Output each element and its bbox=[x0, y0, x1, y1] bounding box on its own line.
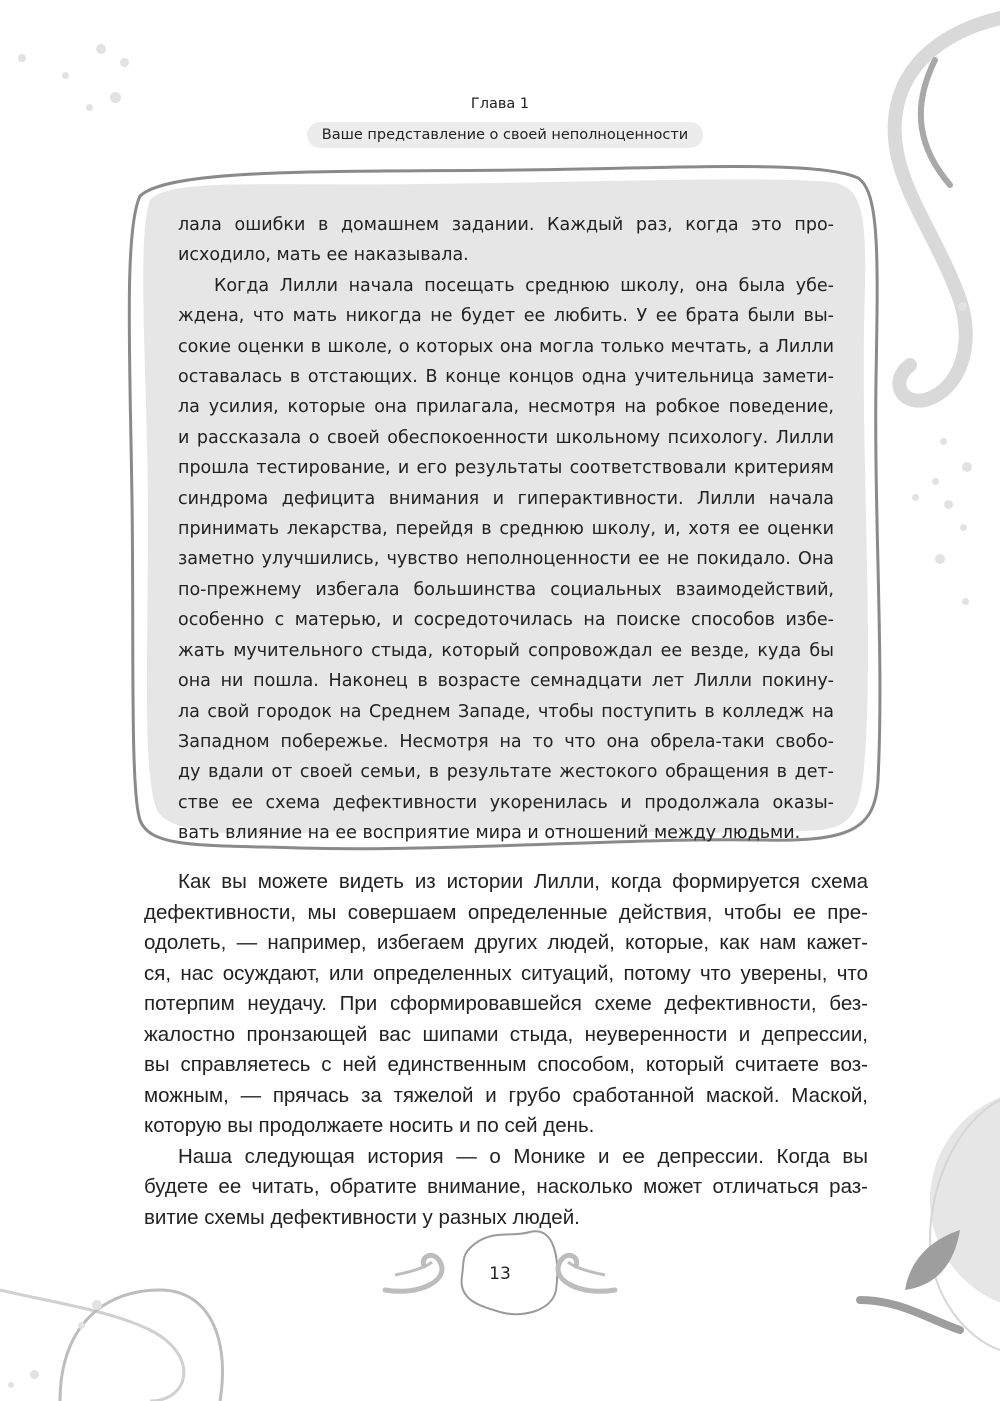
decor-dot bbox=[18, 54, 26, 62]
story-line: лала ошибки в домашнем задании. Каждый раз, когда это про- bbox=[178, 215, 834, 235]
story-line: стве ее схема дефективности укоренилась и продолжала оказы- bbox=[178, 792, 834, 813]
body-line: ся, нас осуждают, или определенных ситуаций, потому что уверены, что bbox=[144, 961, 868, 985]
story-box-text bbox=[178, 210, 834, 849]
decor-dot bbox=[96, 44, 106, 54]
decor-dot bbox=[944, 500, 953, 509]
decor-dot bbox=[78, 1322, 85, 1329]
left-flourish bbox=[385, 1255, 442, 1291]
chapter-subtitle: Ваше представление о своей неполноценности bbox=[307, 122, 703, 148]
body-line: вы справляетесь с ней единственным способом, который считаете воз- bbox=[144, 1053, 868, 1076]
story-line: Когда Лилли начала посещать среднюю школу, она была убе- bbox=[214, 275, 834, 296]
story-line: вать влияние на ее восприятие мира и отношений между людьми. bbox=[178, 823, 801, 844]
body-line: витие схемы дефективности у разных людей. bbox=[144, 1205, 580, 1229]
story-line: по-прежнему избегала большинства социальных взаимодействий, bbox=[178, 579, 834, 600]
body-line: будете ее читать, обратите внимание, насколько может отличаться раз- bbox=[144, 1175, 868, 1198]
story-line: заметно улучшились, чувство неполноценности ее не покидало. Она bbox=[178, 549, 834, 570]
page-number: 13 bbox=[489, 1264, 511, 1284]
body-line: одолеть, — например, избегаем других людей, которые, как нам кажет- bbox=[144, 931, 868, 954]
story-line: и рассказала о своей обеспокоенности школьному психологу. Лилли bbox=[178, 427, 834, 448]
decor-dot bbox=[940, 438, 947, 445]
decor-dot bbox=[62, 72, 69, 79]
decor-dot bbox=[935, 554, 945, 564]
story-line: ла усилия, которые она прилагала, несмотря на робкое поведение, bbox=[178, 397, 834, 418]
story-line: оставалась в отстающих. В конце концов одна учительница замети- bbox=[178, 367, 834, 388]
decor-dot bbox=[962, 462, 972, 472]
decor-dot bbox=[8, 1382, 14, 1388]
decor-dot bbox=[912, 494, 919, 501]
decor-dot bbox=[92, 1300, 102, 1310]
body-line: дефективности, мы совершаем определенные действия, чтобы ее пре- bbox=[144, 900, 868, 924]
story-line: Западном побережье. Несмотря на то что она обрела-таки свобо- bbox=[178, 731, 834, 752]
story-line: прошла тестирование, и его результаты соответствовали критериям bbox=[178, 458, 834, 479]
body-line: жалостно пронзающей вас шипами стыда, неуверенности и депрессии, bbox=[144, 1022, 868, 1046]
body-line: потерпим неудачу. При сформировавшейся схеме дефективности, без- bbox=[144, 992, 868, 1015]
body-line: Как вы можете видеть из истории Лилли, когда формируется схема bbox=[178, 870, 868, 893]
story-line: принимать лекарства, перейдя в среднюю школу, и, хотя ее оценки bbox=[178, 519, 834, 540]
story-line: сокие оценки в школе, о которых она могла только мечтать, а Лилли bbox=[178, 336, 834, 357]
story-line: ла свой городок на Среднем Западе, чтобы поступить в колледж на bbox=[178, 701, 834, 722]
decor-dot bbox=[120, 58, 129, 67]
story-line: синдрома дефицита внимания и гиперактивности. Лилли начала bbox=[178, 488, 834, 509]
bottom-right-circle bbox=[930, 1090, 1000, 1310]
decor-dot bbox=[962, 598, 969, 605]
decor-dot bbox=[30, 1370, 39, 1379]
story-line: жать мучительного стыда, который сопровождал ее везде, куда бы bbox=[178, 640, 834, 661]
right-flourish bbox=[558, 1255, 615, 1291]
decor-dot bbox=[958, 302, 967, 311]
story-line: она ни пошла. Наконец в возрасте семнадцати лет Лилли покину- bbox=[178, 671, 834, 692]
story-line: исходило, мать ее наказывала. bbox=[178, 245, 469, 266]
body-line: которую вы продолжаете носить и по сей день. bbox=[144, 1114, 595, 1137]
story-line: ждена, что мать никогда не будет ее любить. У ее брата были вы- bbox=[178, 306, 834, 327]
decor-dot bbox=[960, 524, 967, 531]
decor-dot bbox=[932, 478, 939, 485]
body-text bbox=[144, 867, 868, 1233]
chapter-label: Глава 1 bbox=[470, 96, 530, 112]
story-line: ду вдали от своей семьи, в результате жестокого обращения в дет- bbox=[178, 762, 834, 783]
story-line: особенно с матерью, и сосредоточилась на поиске способов избе- bbox=[178, 610, 834, 631]
body-line: можным, — прячась за тяжелой и грубо сработанной маской. Маской, bbox=[144, 1083, 868, 1107]
top-right-swirl bbox=[895, 18, 1000, 401]
body-line: Наша следующая история — о Монике и ее депрессии. Когда вы bbox=[178, 1144, 868, 1168]
